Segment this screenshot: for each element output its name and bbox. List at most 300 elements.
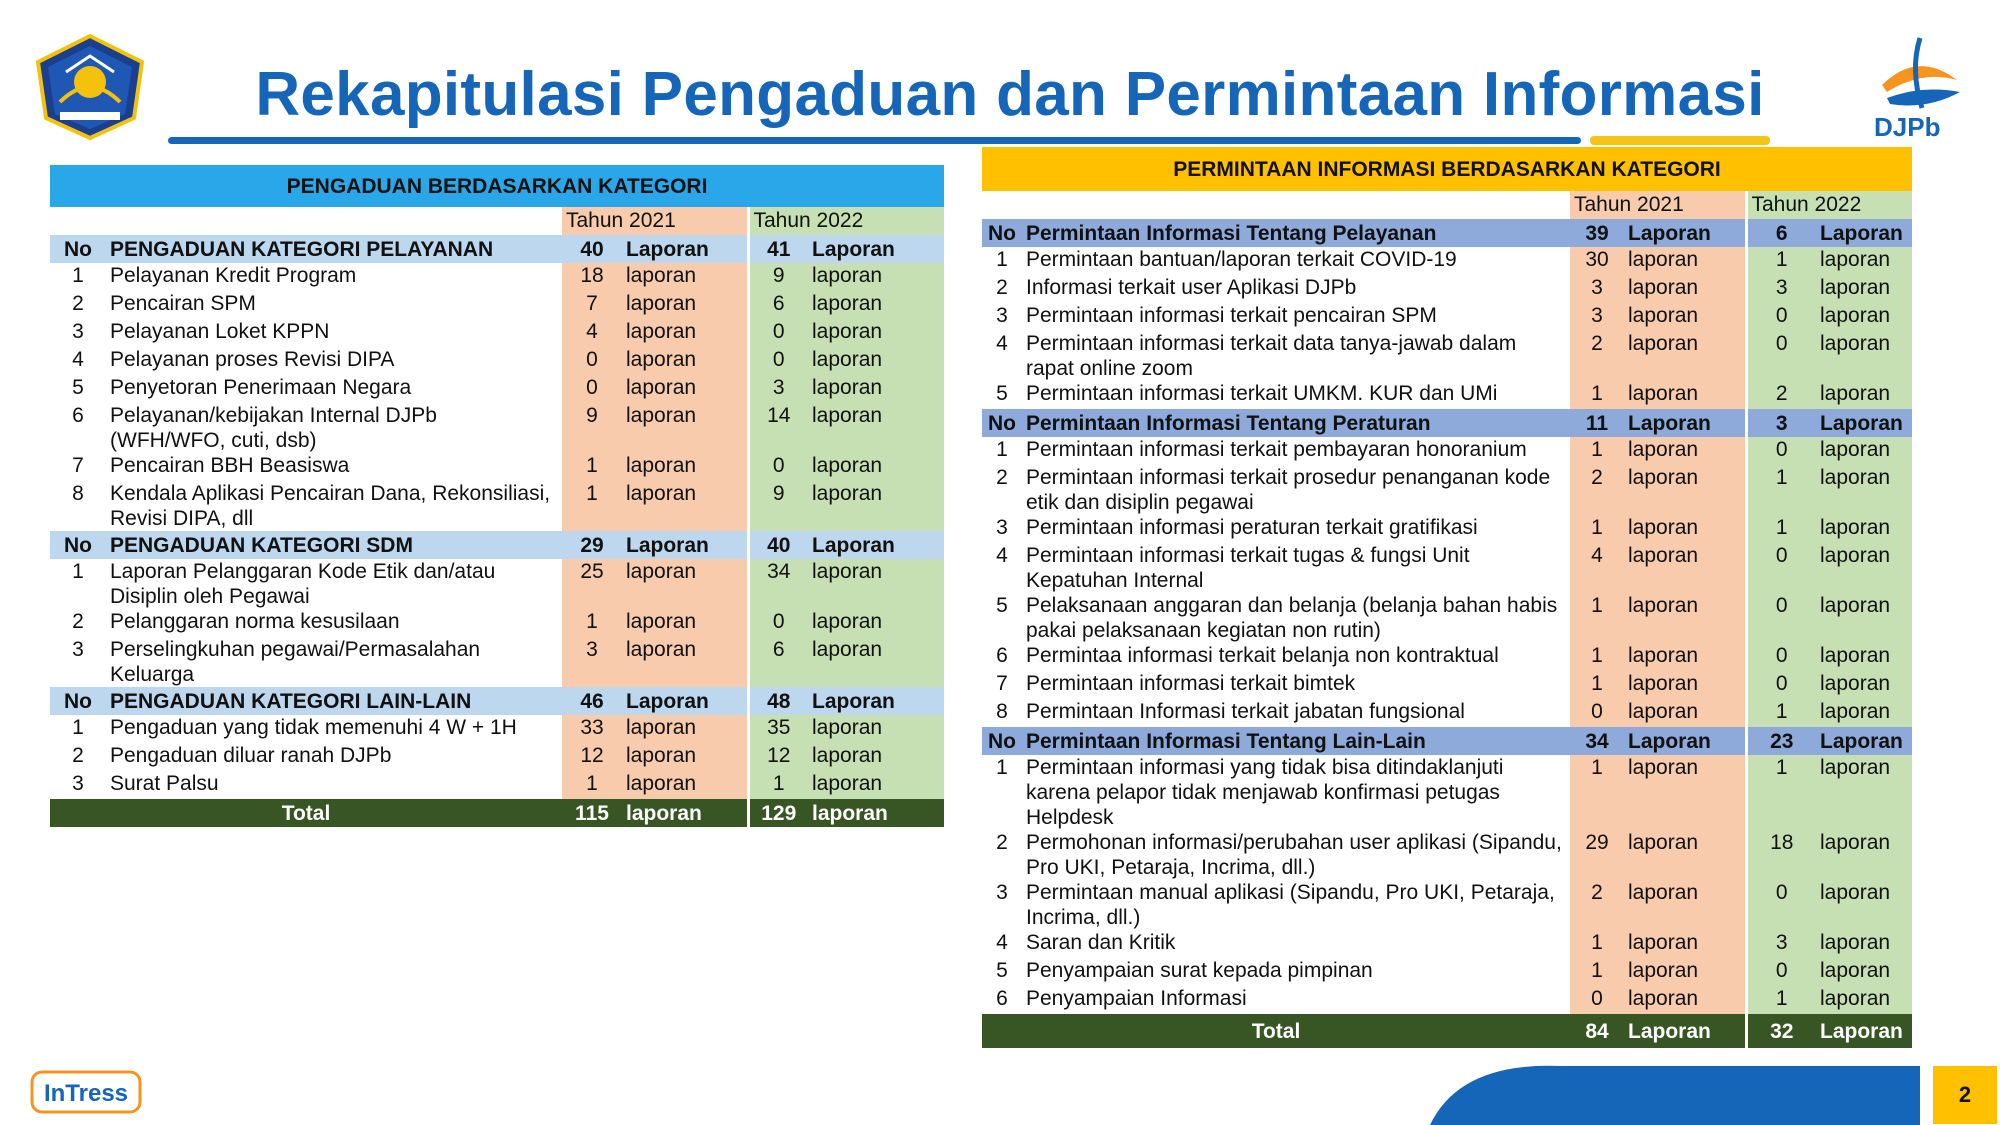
- row-unit-2022: laporan: [1816, 543, 1912, 593]
- section-count-2021: 29: [562, 531, 622, 559]
- row-number: 3: [72, 320, 84, 343]
- section-unit-2021: Laporan: [622, 687, 748, 715]
- row-label: Pengaduan diluar ranah DJPb: [110, 744, 392, 767]
- row-count-2021: 3: [562, 637, 622, 687]
- table-row: [982, 958, 1912, 986]
- row-label: Kendala Aplikasi Pencairan Dana, Rekonsiliasi, Revisi DIPA, dll: [110, 482, 551, 530]
- row-count-2021: 3: [1570, 275, 1624, 303]
- title-underline-gold: [1590, 136, 1770, 145]
- table-caption: PERMINTAAN INFORMASI BERDASARKAN KATEGORI: [982, 147, 1912, 191]
- table-row: [50, 375, 944, 403]
- table-row: [982, 515, 1912, 543]
- row-unit-2021: laporan: [1624, 930, 1746, 958]
- row-unit-2021: laporan: [622, 715, 748, 743]
- footer-swoosh: [1420, 1062, 1920, 1125]
- section-header-row: [982, 219, 1912, 247]
- table-row: [982, 671, 1912, 699]
- section-count-2021: 40: [562, 235, 622, 263]
- row-unit-2022: laporan: [808, 347, 944, 375]
- row-count-2021: 1: [1570, 958, 1624, 986]
- year-header-row: [50, 207, 944, 235]
- table-row: [50, 743, 944, 771]
- table-row: [50, 319, 944, 347]
- section-count-2022: 41: [748, 235, 808, 263]
- section-unit-2022: Laporan: [808, 235, 944, 263]
- table-row: [50, 715, 944, 743]
- section-count-2022: 6: [1746, 219, 1816, 247]
- row-unit-2021: laporan: [622, 637, 748, 687]
- row-number: 3: [996, 516, 1008, 539]
- row-number: 8: [996, 700, 1008, 723]
- row-label: Permintaan manual aplikasi (Sipandu, Pro UKI, Petaraja, Incrima, dll.): [1026, 881, 1555, 929]
- row-label: Permintaan Informasi terkait jabatan fungsional: [1026, 700, 1465, 723]
- table-row: [50, 291, 944, 319]
- row-label: Permintaan informasi terkait tugas & fungsi Unit Kepatuhan Internal: [1026, 544, 1470, 592]
- row-label: Permintaan informasi terkait data tanya-jawab dalam rapat online zoom: [1026, 332, 1517, 380]
- row-label: Pelayanan proses Revisi DIPA: [110, 348, 395, 371]
- row-label: Pelayanan/kebijakan Internal DJPb (WFH/WFO, cuti, dsb): [110, 404, 437, 452]
- section-count-2021: 34: [1570, 727, 1624, 755]
- section-name: Permintaan Informasi Tentang Lain-Lain: [1022, 727, 1570, 755]
- section-count-2021: 46: [562, 687, 622, 715]
- row-label: Saran dan Kritik: [1026, 931, 1176, 954]
- information-requests-table: [982, 147, 1912, 1048]
- row-count-2021: 1: [1570, 671, 1624, 699]
- row-number: 7: [72, 454, 84, 477]
- total-unit-2021: Laporan: [1624, 1014, 1746, 1048]
- row-label: Permintaan informasi peraturan terkait gratifikasi: [1026, 516, 1478, 539]
- row-count-2022: 0: [1746, 593, 1816, 643]
- total-count-2021: 115: [562, 799, 622, 827]
- row-unit-2021: laporan: [1624, 986, 1746, 1014]
- row-unit-2022: laporan: [808, 637, 944, 687]
- row-unit-2021: laporan: [1624, 465, 1746, 515]
- section-name: PENGADUAN KATEGORI LAIN-LAIN: [106, 687, 562, 715]
- table-row: [982, 465, 1912, 515]
- row-unit-2022: laporan: [1816, 643, 1912, 671]
- row-unit-2022: laporan: [1816, 331, 1912, 381]
- complaints-table: [50, 165, 944, 827]
- total-count-2022: 32: [1746, 1014, 1816, 1048]
- row-label: Pencairan SPM: [110, 292, 256, 315]
- row-count-2021: 1: [1570, 593, 1624, 643]
- row-count-2022: 0: [1746, 671, 1816, 699]
- total-count-2021: 84: [1570, 1014, 1624, 1048]
- row-count-2021: 0: [1570, 986, 1624, 1014]
- row-unit-2021: laporan: [622, 743, 748, 771]
- row-count-2022: 12: [748, 743, 808, 771]
- row-count-2022: 3: [748, 375, 808, 403]
- table-row: [50, 453, 944, 481]
- page-number: 2: [1933, 1066, 1997, 1124]
- row-label: Permintaa informasi terkait belanja non kontraktual: [1026, 644, 1499, 667]
- row-unit-2022: laporan: [1816, 593, 1912, 643]
- row-count-2022: 1: [1746, 986, 1816, 1014]
- row-number: 3: [72, 772, 84, 795]
- section-header-row: [982, 727, 1912, 755]
- row-count-2021: 3: [1570, 303, 1624, 331]
- total-count-2022: 129: [748, 799, 808, 827]
- table-row: [982, 986, 1912, 1014]
- table-row: [982, 543, 1912, 593]
- section-unit-2021: Laporan: [622, 235, 748, 263]
- row-number: 3: [996, 881, 1008, 904]
- total-unit-2022: Laporan: [1816, 1014, 1912, 1048]
- section-no-label: No: [982, 219, 1022, 247]
- section-unit-2021: Laporan: [1624, 727, 1746, 755]
- row-label: Permintaan informasi terkait pembayaran honoranium: [1026, 438, 1527, 461]
- row-count-2022: 0: [748, 319, 808, 347]
- row-count-2021: 1: [562, 771, 622, 799]
- row-label: Penyampaian Informasi: [1026, 987, 1247, 1010]
- row-label: Permintaan informasi terkait prosedur penanganan kode etik dan disiplin pegawai: [1026, 466, 1551, 514]
- section-count-2022: 48: [748, 687, 808, 715]
- row-number: 1: [72, 716, 84, 739]
- row-unit-2021: laporan: [1624, 755, 1746, 830]
- row-number: 4: [72, 348, 84, 371]
- section-count-2022: 23: [1746, 727, 1816, 755]
- section-no-label: No: [50, 531, 106, 559]
- row-count-2022: 14: [748, 403, 808, 453]
- intress-logo: [30, 1068, 142, 1116]
- row-count-2021: 9: [562, 403, 622, 453]
- row-unit-2022: laporan: [1816, 247, 1912, 275]
- section-unit-2022: Laporan: [1816, 727, 1912, 755]
- row-count-2021: 1: [1570, 437, 1624, 465]
- row-number: 5: [996, 959, 1008, 982]
- row-unit-2021: laporan: [622, 609, 748, 637]
- section-name: Permintaan Informasi Tentang Peraturan: [1022, 409, 1570, 437]
- total-unit-2021: laporan: [622, 799, 748, 827]
- row-count-2021: 29: [1570, 830, 1624, 880]
- table-row: [982, 247, 1912, 275]
- total-label: Total: [50, 799, 562, 827]
- row-count-2022: 1: [1746, 755, 1816, 830]
- row-unit-2022: laporan: [1816, 381, 1912, 409]
- row-label: Penyampaian surat kepada pimpinan: [1026, 959, 1373, 982]
- row-number: 2: [996, 831, 1008, 854]
- row-count-2022: 9: [748, 481, 808, 531]
- table-row: [50, 559, 944, 609]
- row-label: Permintaan informasi yang tidak bisa ditindaklanjuti karena pelapor tidak menjawab konfirmasi petugas Helpdesk: [1026, 756, 1504, 829]
- row-unit-2021: laporan: [1624, 275, 1746, 303]
- row-number: 5: [996, 594, 1008, 617]
- section-name: Permintaan Informasi Tentang Pelayanan: [1022, 219, 1570, 247]
- row-unit-2022: laporan: [1816, 275, 1912, 303]
- djpb-logo-text: DJPb: [1874, 112, 1941, 142]
- row-unit-2022: laporan: [808, 375, 944, 403]
- row-unit-2021: laporan: [622, 403, 748, 453]
- section-count-2022: 40: [748, 531, 808, 559]
- row-label: Pencairan BBH Beasiswa: [110, 454, 350, 477]
- row-unit-2021: laporan: [1624, 381, 1746, 409]
- table-row: [50, 347, 944, 375]
- row-number: 6: [72, 404, 84, 427]
- table-row: [50, 637, 944, 687]
- row-count-2022: 3: [1746, 275, 1816, 303]
- row-number: 1: [72, 264, 84, 287]
- year-2022-header: Tahun 2022: [1746, 191, 1912, 219]
- row-number: 6: [996, 644, 1008, 667]
- table-row: [982, 699, 1912, 727]
- row-unit-2022: laporan: [808, 481, 944, 531]
- row-unit-2021: laporan: [1624, 643, 1746, 671]
- row-number: 4: [996, 332, 1008, 355]
- row-number: 2: [996, 276, 1008, 299]
- section-no-label: No: [982, 727, 1022, 755]
- section-header-row: [50, 235, 944, 263]
- section-unit-2021: Laporan: [622, 531, 748, 559]
- row-count-2021: 1: [1570, 930, 1624, 958]
- row-unit-2021: laporan: [1624, 880, 1746, 930]
- row-count-2022: 1: [1746, 465, 1816, 515]
- table-row: [50, 771, 944, 799]
- row-unit-2021: laporan: [622, 481, 748, 531]
- row-unit-2021: laporan: [622, 291, 748, 319]
- table-row: [50, 609, 944, 637]
- row-count-2021: 4: [1570, 543, 1624, 593]
- row-unit-2021: laporan: [1624, 593, 1746, 643]
- table-caption: PENGADUAN BERDASARKAN KATEGORI: [50, 165, 944, 207]
- row-count-2021: 0: [1570, 699, 1624, 727]
- row-unit-2022: laporan: [1816, 755, 1912, 830]
- row-count-2022: 2: [1746, 381, 1816, 409]
- row-number: 7: [996, 672, 1008, 695]
- row-unit-2021: laporan: [1624, 543, 1746, 593]
- row-count-2022: 1: [748, 771, 808, 799]
- row-label: Pelayanan Kredit Program: [110, 264, 357, 287]
- row-number: 1: [996, 438, 1008, 461]
- row-number: 3: [996, 304, 1008, 327]
- row-count-2021: 1: [1570, 755, 1624, 830]
- year-2021-header: Tahun 2021: [1570, 191, 1746, 219]
- row-label: Permintaan informasi terkait UMKM. KUR dan UMi: [1026, 382, 1498, 405]
- year-2022-header: Tahun 2022: [748, 207, 944, 235]
- row-count-2022: 1: [1746, 515, 1816, 543]
- year-2021-header: Tahun 2021: [562, 207, 748, 235]
- row-number: 6: [996, 987, 1008, 1010]
- row-number: 1: [996, 248, 1008, 271]
- row-count-2021: 1: [562, 481, 622, 531]
- intress-logo-text: InTress: [43, 1080, 129, 1107]
- row-number: 5: [72, 376, 84, 399]
- table-row: [50, 403, 944, 453]
- row-count-2022: 6: [748, 637, 808, 687]
- row-unit-2022: laporan: [1816, 465, 1912, 515]
- row-number: 2: [72, 744, 84, 767]
- row-count-2021: 12: [562, 743, 622, 771]
- title-underline-blue: [168, 137, 1581, 144]
- table-row: [50, 481, 944, 531]
- row-unit-2021: laporan: [1624, 303, 1746, 331]
- section-unit-2022: Laporan: [808, 687, 944, 715]
- row-unit-2022: laporan: [1816, 958, 1912, 986]
- row-unit-2022: laporan: [808, 609, 944, 637]
- row-unit-2022: laporan: [1816, 303, 1912, 331]
- section-header-row: [50, 687, 944, 715]
- row-unit-2021: laporan: [1624, 830, 1746, 880]
- row-count-2021: 25: [562, 559, 622, 609]
- row-count-2022: 0: [748, 609, 808, 637]
- row-count-2022: 0: [1746, 543, 1816, 593]
- row-unit-2021: laporan: [622, 319, 748, 347]
- section-name: PENGADUAN KATEGORI SDM: [106, 531, 562, 559]
- total-row: [982, 1014, 1912, 1048]
- row-unit-2021: laporan: [1624, 331, 1746, 381]
- row-count-2022: 0: [1746, 880, 1816, 930]
- section-no-label: No: [50, 235, 106, 263]
- row-unit-2021: laporan: [1624, 699, 1746, 727]
- table-row: [982, 880, 1912, 930]
- row-label: Permintaan bantuan/laporan terkait COVID-19: [1026, 248, 1457, 271]
- row-unit-2021: laporan: [622, 771, 748, 799]
- row-label: Permintaan informasi terkait pencairan SPM: [1026, 304, 1437, 327]
- row-count-2021: 1: [1570, 643, 1624, 671]
- section-count-2022: 3: [1746, 409, 1816, 437]
- row-number: 1: [996, 756, 1008, 779]
- row-count-2021: 0: [562, 347, 622, 375]
- section-unit-2021: Laporan: [1624, 219, 1746, 247]
- year-header-blank: [50, 207, 562, 235]
- row-unit-2022: laporan: [1816, 830, 1912, 880]
- row-unit-2021: laporan: [622, 263, 748, 291]
- row-count-2022: 0: [1746, 437, 1816, 465]
- row-unit-2022: laporan: [808, 319, 944, 347]
- section-unit-2022: Laporan: [1816, 219, 1912, 247]
- row-unit-2021: laporan: [622, 559, 748, 609]
- row-count-2021: 2: [1570, 331, 1624, 381]
- table-row: [982, 437, 1912, 465]
- total-unit-2022: laporan: [808, 799, 944, 827]
- table-row: [982, 755, 1912, 830]
- section-header-row: [50, 531, 944, 559]
- row-count-2021: 1: [562, 453, 622, 481]
- row-label: Pelanggaran norma kesusilaan: [110, 610, 400, 633]
- table-caption-row: [982, 147, 1912, 191]
- row-label: Permohonan informasi/perubahan user aplikasi (Sipandu, Pro UKI, Petaraja, Incrima, dll.): [1026, 831, 1562, 879]
- row-number: 5: [996, 382, 1008, 405]
- row-count-2022: 34: [748, 559, 808, 609]
- row-count-2022: 6: [748, 291, 808, 319]
- kemenkeu-logo: [30, 32, 150, 142]
- row-unit-2022: laporan: [1816, 880, 1912, 930]
- row-unit-2021: laporan: [622, 347, 748, 375]
- year-header-blank: [982, 191, 1570, 219]
- row-count-2021: 2: [1570, 465, 1624, 515]
- row-label: Penyetoran Penerimaan Negara: [110, 376, 412, 399]
- row-unit-2021: laporan: [1624, 247, 1746, 275]
- section-unit-2021: Laporan: [1624, 409, 1746, 437]
- row-count-2021: 2: [1570, 880, 1624, 930]
- row-unit-2022: laporan: [808, 291, 944, 319]
- table-row: [982, 381, 1912, 409]
- row-unit-2022: laporan: [808, 771, 944, 799]
- table-row: [982, 830, 1912, 880]
- row-unit-2021: laporan: [622, 453, 748, 481]
- row-unit-2021: laporan: [1624, 515, 1746, 543]
- row-unit-2022: laporan: [1816, 986, 1912, 1014]
- row-count-2021: 1: [1570, 515, 1624, 543]
- row-count-2021: 0: [562, 375, 622, 403]
- row-unit-2022: laporan: [808, 743, 944, 771]
- row-number: 1: [72, 560, 84, 583]
- row-number: 2: [72, 292, 84, 315]
- table-row: [982, 643, 1912, 671]
- row-number: 4: [996, 544, 1008, 567]
- row-label: Laporan Pelanggaran Kode Etik dan/atau Disiplin oleh Pegawai: [110, 560, 496, 608]
- section-count-2021: 39: [1570, 219, 1624, 247]
- total-row: [50, 799, 944, 827]
- row-unit-2022: laporan: [808, 403, 944, 453]
- row-unit-2021: laporan: [1624, 671, 1746, 699]
- row-unit-2021: laporan: [1624, 437, 1746, 465]
- row-count-2021: 18: [562, 263, 622, 291]
- row-number: 2: [996, 466, 1008, 489]
- row-unit-2022: laporan: [1816, 515, 1912, 543]
- row-count-2021: 30: [1570, 247, 1624, 275]
- row-label: Pelayanan Loket KPPN: [110, 320, 330, 343]
- section-no-label: No: [50, 687, 106, 715]
- row-count-2022: 35: [748, 715, 808, 743]
- row-unit-2022: laporan: [808, 453, 944, 481]
- row-count-2021: 7: [562, 291, 622, 319]
- table-row: [982, 930, 1912, 958]
- section-count-2021: 11: [1570, 409, 1624, 437]
- row-unit-2021: laporan: [622, 375, 748, 403]
- row-unit-2022: laporan: [1816, 437, 1912, 465]
- row-number: 3: [72, 638, 84, 661]
- row-unit-2022: laporan: [1816, 671, 1912, 699]
- section-unit-2022: Laporan: [808, 531, 944, 559]
- row-number: 2: [72, 610, 84, 633]
- row-count-2022: 0: [1746, 958, 1816, 986]
- row-count-2022: 0: [1746, 303, 1816, 331]
- row-count-2021: 1: [1570, 381, 1624, 409]
- row-unit-2022: laporan: [1816, 699, 1912, 727]
- row-count-2022: 0: [748, 453, 808, 481]
- table-row: [50, 263, 944, 291]
- row-count-2022: 3: [1746, 930, 1816, 958]
- row-unit-2022: laporan: [1816, 930, 1912, 958]
- row-count-2022: 18: [1746, 830, 1816, 880]
- section-unit-2022: Laporan: [1816, 409, 1912, 437]
- row-number: 4: [996, 931, 1008, 954]
- row-label: Permintaan informasi terkait bimtek: [1026, 672, 1356, 695]
- row-count-2021: 1: [562, 609, 622, 637]
- row-label: Perselingkuhan pegawai/Permasalahan Keluarga: [110, 638, 481, 686]
- row-label: Pelaksanaan anggaran dan belanja (belanja bahan habis pakai pelaksanaan kegiatan non rutin): [1026, 594, 1558, 642]
- row-unit-2021: laporan: [1624, 958, 1746, 986]
- row-label: Surat Palsu: [110, 772, 219, 795]
- row-unit-2022: laporan: [808, 559, 944, 609]
- table-row: [982, 275, 1912, 303]
- row-number: 8: [72, 482, 84, 505]
- table-row: [982, 593, 1912, 643]
- page-title: Rekapitulasi Pengaduan dan Permintaan Informasi: [255, 60, 1765, 129]
- row-count-2021: 33: [562, 715, 622, 743]
- row-label: Pengaduan yang tidak memenuhi 4 W + 1H: [110, 716, 517, 739]
- table-row: [982, 331, 1912, 381]
- row-count-2022: 0: [748, 347, 808, 375]
- total-label: Total: [982, 1014, 1570, 1048]
- row-count-2022: 0: [1746, 643, 1816, 671]
- year-header-row: [982, 191, 1912, 219]
- table-row: [982, 303, 1912, 331]
- section-header-row: [982, 409, 1912, 437]
- table-caption-row: [50, 165, 944, 207]
- row-unit-2022: laporan: [808, 715, 944, 743]
- row-count-2022: 9: [748, 263, 808, 291]
